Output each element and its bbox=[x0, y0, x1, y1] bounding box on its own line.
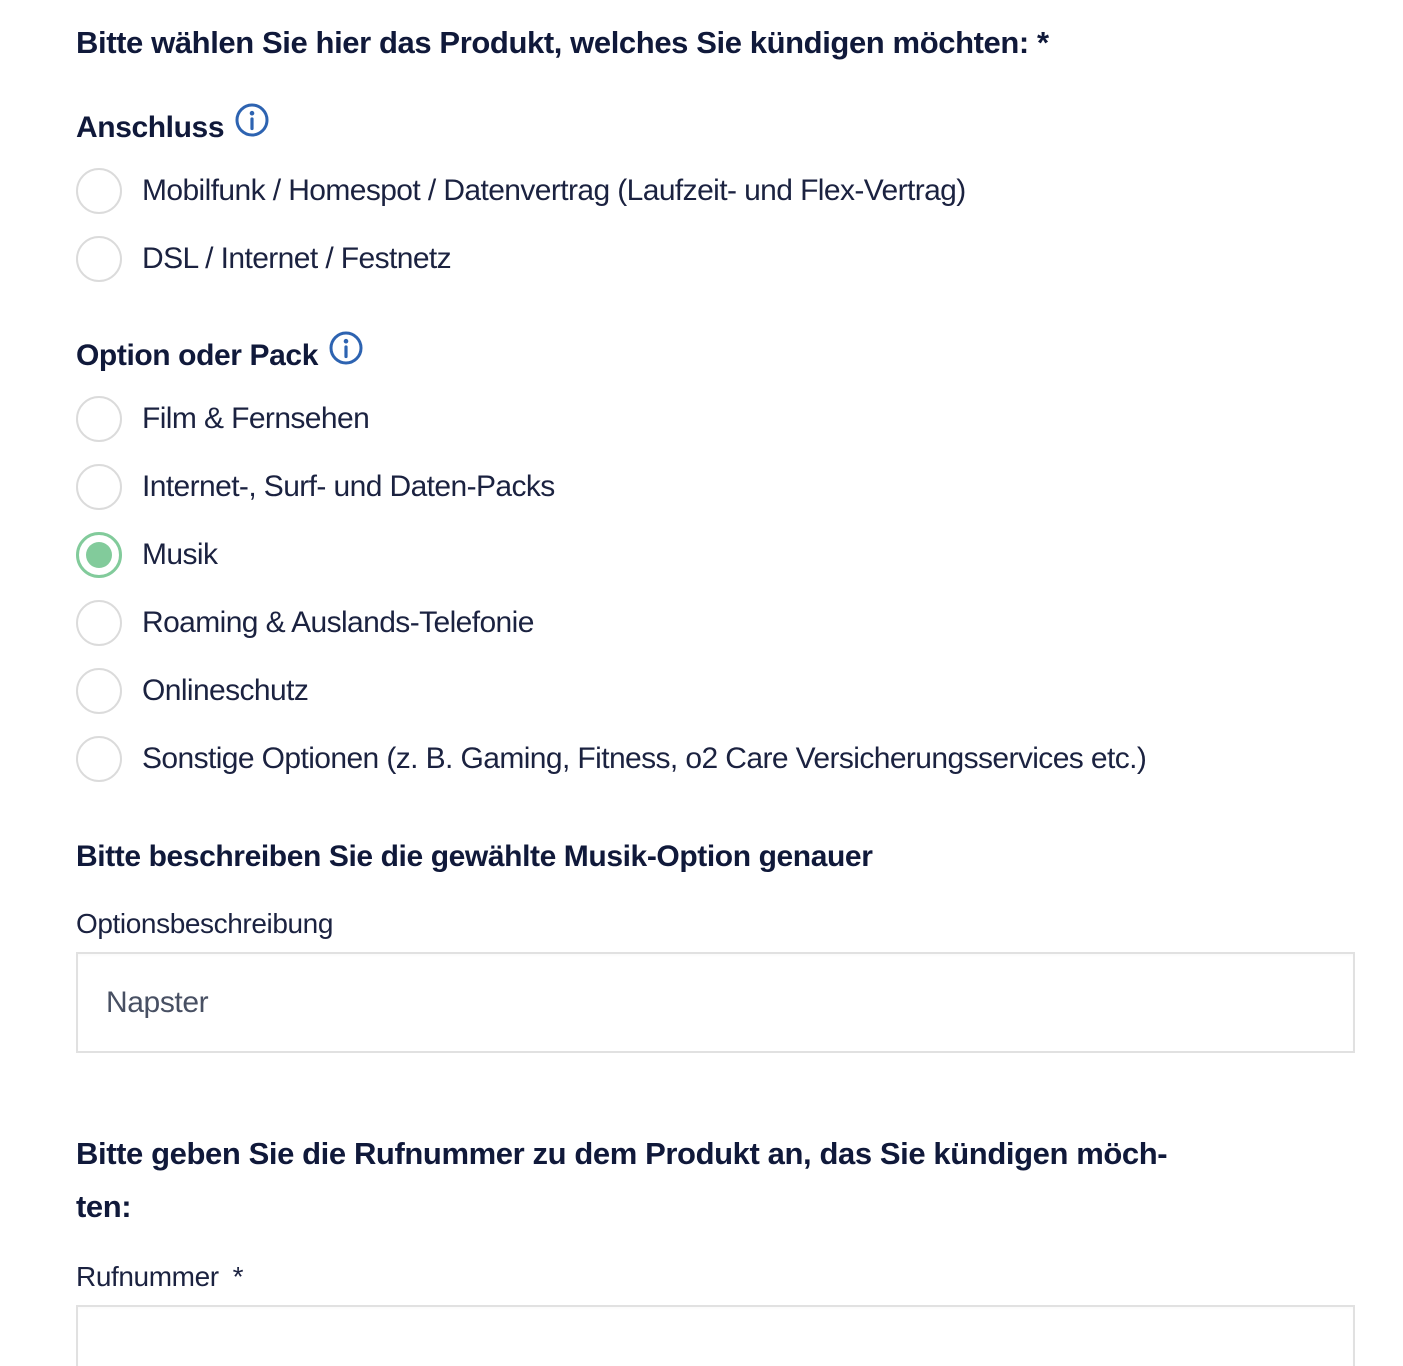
group-anschluss-header bbox=[76, 110, 1355, 146]
description-section-heading: Bitte beschreiben Sie die gewählte Musik-Option genauer bbox=[76, 840, 873, 873]
optionsbeschreibung-label: Optionsbeschreibung bbox=[76, 908, 334, 939]
radio-button[interactable] bbox=[76, 396, 122, 442]
radio-label[interactable]: Roaming & Auslands-Telefonie bbox=[142, 606, 534, 639]
radio-row-film-fernsehen[interactable] bbox=[76, 396, 1355, 442]
radio-button[interactable] bbox=[76, 236, 122, 282]
radio-button[interactable] bbox=[76, 464, 122, 510]
radio-button[interactable] bbox=[76, 600, 122, 646]
optionsbeschreibung-input[interactable] bbox=[76, 952, 1355, 1053]
group-option-pack-label: Option oder Pack bbox=[76, 339, 318, 372]
radio-button-selected[interactable] bbox=[76, 532, 122, 578]
radio-row-roaming[interactable] bbox=[76, 600, 1355, 646]
radio-row-mobilfunk[interactable] bbox=[76, 168, 1355, 214]
rufnummer-section-heading bbox=[76, 1127, 1355, 1233]
product-question-heading: Bitte wählen Sie hier das Produkt, welches Sie kündigen möchten: * bbox=[76, 25, 1049, 60]
radio-row-internet-surf-daten[interactable] bbox=[76, 464, 1355, 510]
info-icon[interactable] bbox=[329, 331, 363, 365]
radio-button[interactable] bbox=[76, 736, 122, 782]
radio-label[interactable]: Sonstige Optionen (z. B. Gaming, Fitness, o2 Care Versicherungsservices etc.) bbox=[142, 742, 1147, 775]
rufnummer-input[interactable] bbox=[76, 1305, 1355, 1366]
info-icon[interactable] bbox=[235, 103, 269, 137]
radio-dot bbox=[86, 542, 112, 568]
required-asterisk: * bbox=[232, 1261, 244, 1292]
rufnummer-heading-line1: Bitte geben Sie die Rufnummer zu dem Produkt an, das Sie kündigen möch- bbox=[76, 1136, 1168, 1171]
rufnummer-heading-line2: ten: bbox=[76, 1189, 132, 1224]
radio-label[interactable]: Onlineschutz bbox=[142, 674, 309, 707]
anschluss-options bbox=[76, 168, 1355, 282]
radio-row-onlineschutz[interactable] bbox=[76, 668, 1355, 714]
option-pack-options bbox=[76, 396, 1355, 782]
rufnummer-label-text: Rufnummer bbox=[76, 1261, 219, 1292]
radio-label[interactable]: DSL / Internet / Festnetz bbox=[142, 242, 452, 275]
radio-row-musik[interactable] bbox=[76, 532, 1355, 578]
radio-button[interactable] bbox=[76, 168, 122, 214]
rufnummer-label bbox=[76, 1261, 1355, 1293]
radio-button[interactable] bbox=[76, 668, 122, 714]
radio-row-dsl[interactable] bbox=[76, 236, 1355, 282]
radio-label[interactable]: Mobilfunk / Homespot / Datenvertrag (Laufzeit- und Flex-Vertrag) bbox=[142, 174, 966, 207]
radio-label[interactable]: Musik bbox=[142, 538, 218, 571]
radio-row-sonstige-optionen[interactable] bbox=[76, 736, 1355, 782]
radio-label[interactable]: Internet-, Surf- und Daten-Packs bbox=[142, 470, 555, 503]
group-anschluss-label: Anschluss bbox=[76, 111, 225, 144]
group-option-pack-header bbox=[76, 338, 1355, 374]
radio-label[interactable]: Film & Fernsehen bbox=[142, 402, 370, 435]
